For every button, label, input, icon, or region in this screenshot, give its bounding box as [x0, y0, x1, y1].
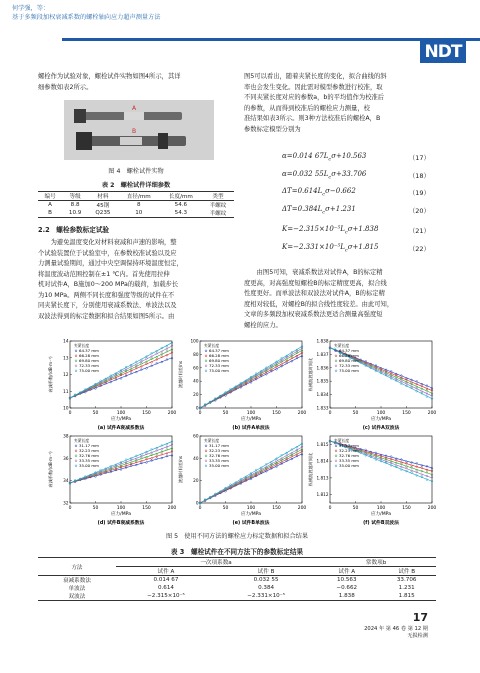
- y-tick-label: 14: [63, 338, 69, 344]
- x-tick-label: 150: [142, 506, 151, 511]
- legend-entry: 69.80 mm: [79, 358, 99, 363]
- y-tick-label: 1.834: [316, 392, 329, 398]
- text-line: 的参数，从而得到校准后的螺栓应力测量，校: [244, 104, 370, 112]
- panel-title: (e) 试件B单波法: [232, 521, 270, 525]
- bolt-label-a: A: [132, 105, 137, 112]
- legend-marker: [205, 365, 207, 367]
- subscript: c: [322, 209, 326, 216]
- text-line: 由图5可知，衰减系数法对试件A，B的标定精: [244, 269, 383, 276]
- legend-entry: 64.37 mm: [209, 348, 229, 353]
- legend-entry: 32.23 mm: [339, 448, 359, 453]
- table-row: [38, 576, 436, 585]
- legend-marker: [205, 370, 207, 372]
- equation: [282, 152, 366, 162]
- table-header-cell: 长度/mm: [168, 194, 193, 200]
- x-tick-label: 0: [328, 411, 332, 416]
- legend-marker: [205, 350, 207, 352]
- x-axis-label: 应力/MPa: [240, 512, 262, 517]
- table-cell: 双波法: [68, 594, 86, 600]
- legend-entry: 32.23 mm: [209, 448, 229, 453]
- table-cell: 衰减系数法: [62, 578, 91, 584]
- chart-panel: [308, 430, 436, 525]
- legend-title: 夹紧长度: [74, 438, 90, 443]
- equation-rhs: σ+1.231: [325, 205, 356, 213]
- chart-panel: [178, 430, 306, 525]
- text-line: 螺栓的应力。: [244, 321, 282, 329]
- equation-lhs: K=−2.315×10⁻⁵L: [282, 225, 345, 233]
- legend-entry: 32.76 mm: [339, 453, 359, 458]
- equation: [282, 170, 366, 180]
- bolt-label-b: B: [132, 128, 137, 135]
- table-cell: 0.032 55: [253, 577, 279, 583]
- y-tick-label: 10: [63, 405, 69, 411]
- legend-entry: 64.37 mm: [339, 348, 359, 353]
- table-header-cell: 等级: [69, 194, 81, 200]
- table-cell: 0.384: [258, 585, 275, 591]
- table-cell: 10: [135, 210, 143, 216]
- x-tick-label: 100: [116, 506, 126, 511]
- legend-marker: [335, 465, 337, 467]
- legend-entry: 35.00 mm: [79, 463, 99, 468]
- legend-marker: [335, 365, 337, 367]
- y-tick-label: 36: [63, 455, 69, 461]
- legend-entry: 69.80 mm: [209, 358, 229, 363]
- y-tick-label: 100: [190, 338, 199, 344]
- legend-entry: 75.00 mm: [79, 368, 99, 373]
- x-tick-label: 50: [352, 411, 359, 416]
- table-cell: 0.014 67: [153, 577, 179, 583]
- x-tick-label: 0: [68, 506, 72, 511]
- table-header-cell: 方法: [38, 558, 116, 576]
- legend-entry: 33.35 mm: [79, 458, 99, 463]
- legend-entry: 72.33 mm: [79, 363, 99, 368]
- text-line: 个试验装置位于试验室中，在参数校准试验以及应: [38, 249, 177, 257]
- panel-title: (f) 试件B双波法: [363, 521, 399, 525]
- y-axis-label: 纵横波渡越时间比: [308, 452, 313, 487]
- legend-entry: 31.17 mm: [209, 443, 229, 448]
- legend-entry: 66.28 mm: [209, 353, 229, 358]
- legend-marker: [205, 455, 207, 457]
- x-tick-label: 100: [246, 506, 256, 511]
- text-line: 细参数如表2所示。: [38, 83, 93, 91]
- table2-caption: 表 2 螺栓试件详细参数: [101, 182, 171, 189]
- table3: [38, 557, 436, 601]
- legend-entry: 35.00 mm: [209, 463, 229, 468]
- table-cell: Q235: [95, 210, 111, 216]
- table3-caption: 表 3 螺栓试件在不同方法下的参数标定结果: [170, 548, 304, 556]
- legend-marker: [335, 360, 337, 362]
- text-line: 率也会发生变化。因此需对模型参数进行校准，取: [244, 83, 383, 91]
- text-line: 力测量试验期间，通过中央空调保持环境温度恒定，: [38, 260, 183, 267]
- table-cell: 54.6: [174, 202, 188, 208]
- subscript: c: [344, 229, 348, 236]
- y-tick-label: 1.833: [316, 405, 329, 411]
- legend-marker: [205, 445, 207, 447]
- text-line: 螺栓作为试验对象，螺栓试件实物如图4所示，其详: [38, 73, 181, 80]
- legend-marker: [335, 450, 337, 452]
- table-header-cell: 材料: [97, 194, 109, 200]
- chart-panel: [178, 335, 306, 430]
- table-header-cell: 类型: [212, 194, 224, 200]
- bolt-photo-drawing: [64, 100, 214, 160]
- equation-lhs: ΔT=0.384L: [282, 205, 323, 213]
- x-axis-label: 应力/MPa: [240, 417, 262, 422]
- running-head-authors: 何学强，等：: [12, 5, 50, 12]
- equation: [282, 225, 378, 235]
- y-tick-label: 20: [193, 478, 199, 484]
- right-intro: [244, 72, 436, 135]
- panel-title: (b) 试件A单波法: [232, 426, 270, 430]
- legend-marker: [75, 350, 77, 352]
- equation: [282, 187, 356, 197]
- table-header-cell: 编号: [44, 194, 56, 200]
- legend-entry: 72.33 mm: [339, 363, 359, 368]
- table-cell: 1.815: [398, 593, 415, 599]
- x-tick-label: 150: [142, 411, 151, 416]
- legend-marker: [335, 460, 337, 462]
- x-axis-label: 应力/MPa: [370, 512, 392, 517]
- text-line: 文章的多频段加权衰减系数法更适合测量高强度短: [244, 311, 383, 318]
- legend-title: 夹紧长度: [204, 438, 220, 443]
- x-tick-label: 150: [272, 411, 281, 416]
- legend-marker: [205, 460, 207, 462]
- legend-marker: [335, 445, 337, 447]
- y-tick-label: 1.815: [316, 441, 329, 447]
- legend-entry: 66.28 mm: [339, 353, 359, 358]
- legend-entry: 33.35 mm: [339, 458, 359, 463]
- y-axis-label: 渡越时间差/ns: [178, 455, 183, 484]
- bolt-photo: [64, 100, 214, 160]
- issue-info: [364, 626, 428, 640]
- equation-lhs: α=0.014 67L: [282, 152, 329, 160]
- subscript: c: [322, 191, 326, 198]
- y-tick-label: 60: [193, 365, 199, 371]
- y-tick-label: 20: [193, 392, 199, 398]
- legend-title: 夹紧长度: [74, 343, 90, 348]
- running-head-title: 基于多频段加权衰减系数的螺栓轴向应力超声测量方法: [12, 14, 161, 21]
- text-line: 为10 MPa。两侧不同长度和强度等级的试件在不: [38, 291, 175, 299]
- legend-entry: 32.76 mm: [79, 453, 99, 458]
- y-tick-label: 80: [193, 351, 199, 357]
- equation-lhs: α=0.032 55L: [282, 170, 329, 178]
- legend-marker: [75, 365, 77, 367]
- x-tick-label: 50: [352, 506, 359, 511]
- text-line: 性度更好。而单波法和双波法对试件A，B的标定精: [244, 290, 385, 297]
- figure4-caption: 图 4 螺栓试件实物: [108, 168, 164, 175]
- y-tick-label: 13: [63, 355, 69, 361]
- y-axis-label: 衰减系数/(dB·m⁻¹): [48, 451, 53, 488]
- left-body: [38, 238, 234, 322]
- page-number: 17: [412, 611, 428, 624]
- table-cell: 45钢: [96, 203, 110, 209]
- legend-marker: [205, 450, 207, 452]
- text-line: 不同夹紧长度对应的参数a，b的平均值作为校准后: [244, 94, 385, 101]
- header-rule: [62, 38, 480, 41]
- legend-marker: [335, 455, 337, 457]
- figure5-caption: 图 5 使用不同方法的螺栓应力标定数据和拟合结果: [165, 533, 309, 540]
- table-cell: 33.706: [396, 577, 417, 583]
- chart-panel: [48, 430, 176, 525]
- table-header-row: [38, 192, 234, 201]
- table-header-cell: 试件 A: [157, 569, 175, 575]
- journal-logo: NDT: [420, 41, 466, 63]
- text-line: 参数标定模型分别为: [244, 125, 301, 133]
- text-line: 将温度波动范围控制在±1 ℃内。首先使用拉伸: [38, 270, 170, 278]
- x-tick-label: 0: [68, 411, 72, 416]
- x-tick-label: 150: [402, 506, 411, 511]
- x-axis-label: 应力/MPa: [110, 417, 132, 422]
- table-cell: 10.563: [336, 577, 357, 583]
- y-tick-label: 11: [63, 388, 69, 394]
- table-cell: −2.331×10⁻⁵: [247, 593, 285, 599]
- table-header-cell: 试件 A: [338, 569, 356, 575]
- equation-number: （19）: [408, 189, 430, 197]
- table-cell: A: [48, 202, 52, 208]
- y-tick-label: 1.835: [316, 378, 329, 384]
- left-intro: [38, 72, 234, 93]
- legend-marker: [75, 360, 77, 362]
- equation-number: （20）: [408, 207, 430, 215]
- equation-number: （22）: [408, 245, 430, 253]
- chart-panel: [48, 335, 176, 430]
- table-header-cell: 试件 B: [257, 569, 275, 575]
- text-line: 图5可以看出，随着夹紧长度的变化，拟合曲线的斜: [244, 73, 387, 80]
- x-tick-label: 0: [328, 506, 332, 511]
- table-cell: 1.838: [338, 593, 355, 599]
- table-cell: 54.3: [174, 210, 188, 216]
- x-tick-label: 200: [427, 411, 436, 416]
- x-tick-label: 50: [222, 506, 229, 511]
- legend-entry: 32.76 mm: [209, 453, 229, 458]
- legend-entry: 64.37 mm: [79, 348, 99, 353]
- y-axis-label: 衰减系数/(dB·m⁻¹): [48, 356, 53, 393]
- legend-marker: [205, 355, 207, 357]
- x-tick-label: 100: [246, 411, 256, 416]
- y-tick-label: 34: [63, 478, 69, 484]
- x-tick-label: 200: [167, 506, 176, 511]
- legend-title: 夹紧长度: [334, 438, 350, 443]
- x-axis-label: 应力/MPa: [370, 417, 392, 422]
- equation: [282, 205, 356, 215]
- legend-marker: [75, 455, 77, 457]
- x-tick-label: 50: [222, 411, 229, 416]
- legend-marker: [75, 460, 77, 462]
- legend-marker: [75, 445, 77, 447]
- running-head: [12, 4, 161, 22]
- legend-entry: 75.00 mm: [339, 368, 359, 373]
- table-row: [38, 584, 436, 592]
- subscript: c: [328, 174, 332, 181]
- equation-rhs: σ+10.563: [331, 152, 367, 160]
- legend-marker: [75, 450, 77, 452]
- right-body: [244, 268, 436, 331]
- equation-lhs: ΔT=0.614L: [282, 187, 323, 195]
- x-tick-label: 150: [402, 411, 411, 416]
- journal-name: 无损检测: [407, 633, 428, 639]
- equation-rhs: σ+33.706: [331, 170, 367, 178]
- subscript: c: [344, 247, 348, 254]
- table-cell: −2.315×10⁻⁵: [147, 593, 185, 599]
- equation-rhs: σ+1.838: [347, 225, 379, 233]
- table-cell: 8.8: [70, 202, 80, 208]
- y-tick-label: 1.836: [316, 365, 329, 371]
- section-heading: 2.2 螺栓参数标定试验: [38, 226, 110, 234]
- table-row: [38, 209, 234, 218]
- equation: [282, 243, 378, 253]
- text-line: 度相对较低，对螺栓B的拟合线性度较差。由此可知，: [244, 300, 394, 308]
- panel-title: (c) 试件A双波法: [362, 426, 400, 430]
- legend-marker: [205, 360, 207, 362]
- panel-title: (d) 试件B衰减系数法: [97, 521, 145, 525]
- legend-entry: 66.28 mm: [79, 353, 99, 358]
- y-tick-label: 1.814: [316, 458, 329, 464]
- x-tick-label: 50: [92, 506, 99, 511]
- x-tick-label: 200: [167, 411, 176, 416]
- y-tick-label: 40: [193, 378, 199, 384]
- table-cell: B: [48, 210, 52, 216]
- table-cell: 半螺纹: [209, 211, 227, 217]
- y-tick-label: 0: [195, 405, 199, 411]
- page-header: [0, 0, 480, 62]
- legend-marker: [205, 465, 207, 467]
- table-cell: 单波法: [68, 586, 86, 592]
- x-tick-label: 0: [198, 411, 202, 416]
- legend-entry: 33.35 mm: [209, 458, 229, 463]
- x-axis-label: 应力/MPa: [110, 512, 132, 517]
- y-tick-label: 0: [195, 500, 199, 506]
- legend-marker: [335, 370, 337, 372]
- y-tick-label: 38: [63, 433, 69, 439]
- y-tick-label: 1.838: [316, 338, 329, 344]
- y-tick-label: 1.813: [316, 475, 329, 481]
- legend-marker: [75, 355, 77, 357]
- legend-entry: 35.00 mm: [339, 463, 359, 468]
- x-tick-label: 100: [376, 411, 386, 416]
- legend-entry: 31.17 mm: [79, 443, 99, 448]
- text-line: 度更高，对高强度短螺栓B的标定精度更高，拟合线: [244, 279, 387, 287]
- legend-marker: [75, 465, 77, 467]
- x-tick-label: 200: [427, 506, 436, 511]
- equation-rhs: σ−0.662: [325, 187, 356, 195]
- x-tick-label: 0: [198, 506, 202, 511]
- equation-number: （17）: [408, 154, 430, 162]
- y-tick-label: 1.837: [316, 351, 329, 357]
- table-header-cell: 常数项b: [316, 558, 436, 567]
- equation-rhs: σ+1.815: [347, 243, 379, 251]
- table-cell: −0.662: [336, 585, 358, 591]
- table-row: [38, 592, 436, 601]
- y-tick-label: 12: [63, 372, 69, 377]
- equation-number: （18）: [408, 172, 430, 180]
- text-line: 为避免温度变化对材料衰减和声速的影响，整: [38, 239, 177, 246]
- x-tick-label: 200: [297, 506, 306, 511]
- legend-entry: 69.80 mm: [339, 358, 359, 363]
- table-cell: 0.614: [157, 585, 174, 591]
- table-cell: 1.231: [398, 585, 415, 591]
- table-header-cell: 试件 B: [398, 569, 416, 575]
- legend-entry: 32.23 mm: [79, 448, 99, 453]
- text-line: 机对试件A，B施加0～200 MPa的载荷，加载步长: [38, 281, 179, 288]
- text-line: 准结果如表3所示。则3种方法校准后的螺栓A，B: [244, 115, 381, 122]
- equation-lhs: K=−2.331×10⁻⁵L: [282, 243, 345, 251]
- x-tick-label: 100: [116, 411, 126, 416]
- legend-entry: 72.33 mm: [209, 363, 229, 368]
- legend-title: 夹紧长度: [334, 343, 350, 348]
- x-tick-label: 150: [272, 506, 281, 511]
- table-header-cell: 一次项系数a: [116, 558, 316, 567]
- table-row: [38, 201, 234, 210]
- table-cell: 半螺纹: [209, 203, 227, 209]
- legend-marker: [75, 370, 77, 372]
- table-header-row: [38, 558, 436, 567]
- legend-entry: 75.00 mm: [209, 368, 229, 373]
- x-tick-label: 200: [297, 411, 306, 416]
- y-axis-label: 渡越时间差/ns: [178, 360, 183, 389]
- equation-number: （21）: [408, 227, 430, 235]
- subscript: c: [328, 156, 332, 163]
- panel-title: (a) 试件A衰减系数法: [97, 426, 145, 430]
- text-line: 同夹紧长度下，分别使用衰减系数法、单波法以及: [38, 302, 177, 309]
- x-tick-label: 50: [92, 411, 99, 416]
- x-tick-label: 100: [376, 506, 386, 511]
- legend-entry: 31.17 mm: [339, 443, 359, 448]
- text-line: 双波法得到的标定数据和拟合结果如图5所示。由: [38, 312, 175, 320]
- chart-panel: [308, 335, 436, 430]
- table-cell: 10.9: [68, 210, 82, 216]
- y-tick-label: 60: [193, 433, 199, 439]
- table2: [38, 191, 234, 218]
- y-tick-label: 32: [63, 500, 69, 506]
- table-header-cell: 直径/mm: [126, 194, 151, 200]
- y-tick-label: 40: [193, 455, 199, 461]
- issue-line: 2024 年 第 46 卷 第 12 期: [364, 626, 428, 632]
- legend-title: 夹紧长度: [204, 343, 220, 348]
- legend-marker: [335, 355, 337, 357]
- table-cell: 8: [136, 202, 141, 208]
- y-axis-label: 纵横波渡越时间比: [308, 357, 313, 392]
- y-tick-label: 1.812: [316, 492, 329, 498]
